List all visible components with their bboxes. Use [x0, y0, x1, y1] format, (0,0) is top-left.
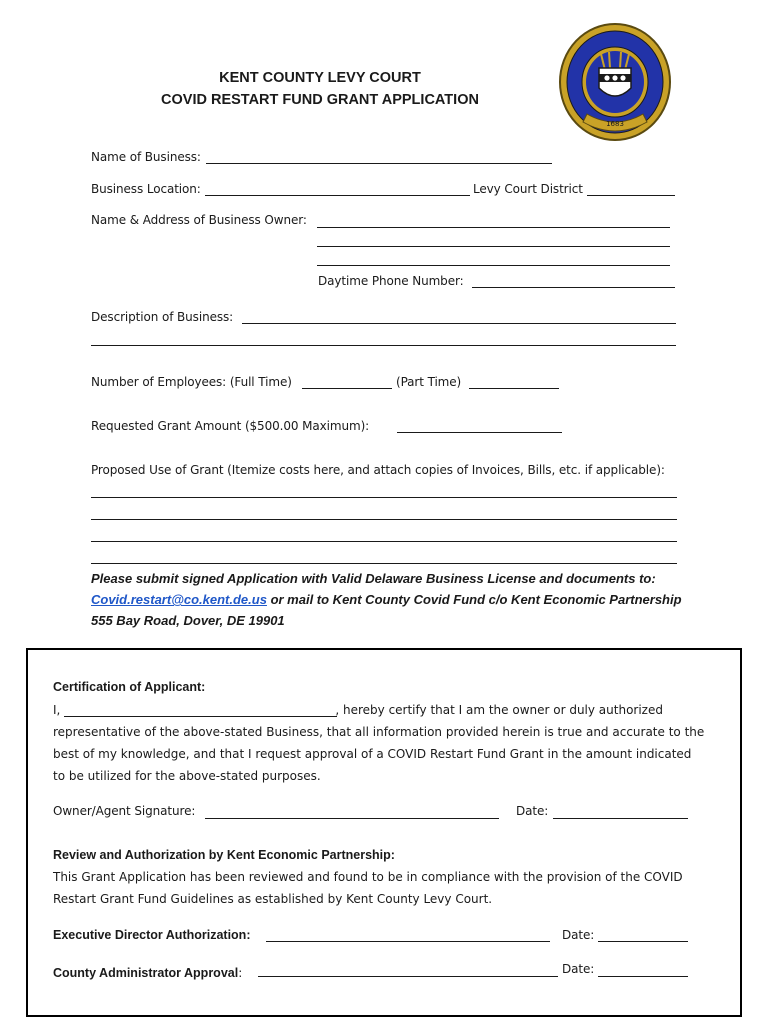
submission-instructions — [91, 568, 711, 631]
signature-label: Owner/Agent Signature: — [53, 804, 196, 818]
district-label: Levy Court District — [473, 182, 583, 196]
exec-director-label: Executive Director Authorization: — [53, 928, 251, 942]
county-admin-field[interactable] — [258, 976, 558, 977]
instructions-address: 555 Bay Road, Dover, DE 19901 — [91, 613, 285, 628]
title-line-2: COVID RESTART FUND GRANT APPLICATION — [161, 92, 479, 108]
county-seal-logo — [557, 18, 673, 144]
page-title — [120, 67, 520, 111]
proposed-use-line-4[interactable] — [91, 563, 677, 564]
grant-amount-field[interactable] — [397, 432, 562, 433]
email-link[interactable]: Covid.restart@co.kent.de.us — [91, 592, 267, 607]
owner-field-line-1[interactable] — [317, 227, 670, 228]
county-admin-label — [53, 962, 242, 981]
exec-date-field[interactable] — [598, 941, 688, 942]
owner-field-line-2[interactable] — [317, 246, 670, 247]
business-name-field[interactable] — [206, 163, 552, 164]
description-label: Description of Business: — [91, 310, 234, 324]
i-label: I, — [53, 703, 61, 717]
signature-date-field[interactable] — [553, 818, 688, 819]
business-name-label: Name of Business: — [91, 150, 201, 164]
admin-date-field[interactable] — [598, 976, 688, 977]
review-line-1: This Grant Application has been reviewed and found to be in compliance with the provision of the COVID — [53, 870, 683, 884]
certification-line-1 — [53, 699, 733, 721]
instructions-line-2 — [91, 589, 711, 610]
phone-field[interactable] — [472, 287, 675, 288]
certification-line-4: to be utilized for the above-stated purposes. — [53, 769, 321, 783]
owner-label: Name & Address of Business Owner: — [91, 213, 307, 227]
exec-director-field[interactable] — [266, 941, 550, 942]
description-field-line-1[interactable] — [242, 323, 676, 324]
certification-text — [53, 699, 733, 787]
phone-label: Daytime Phone Number: — [318, 274, 464, 288]
proposed-use-label: Proposed Use of Grant (Itemize costs here, and attach copies of Invoices, Bills, etc. if applicable): — [91, 463, 665, 477]
review-heading: Review and Authorization by Kent Economic Partnership: — [53, 848, 395, 862]
title-line-1: KENT COUNTY LEVY COURT — [219, 70, 421, 86]
review-line-2: Restart Grant Fund Guidelines as established by Kent County Levy Court. — [53, 892, 493, 906]
county-admin-text: County Administrator Approval — [53, 966, 239, 980]
full-time-field[interactable] — [302, 388, 392, 389]
certification-line-3: best of my knowledge, and that I request approval of a COVID Restart Fund Grant in the amount indicated — [53, 747, 692, 761]
certify-text: , hereby certify that I am the owner or duly authorized — [335, 703, 663, 717]
business-location-label: Business Location: — [91, 182, 201, 196]
review-text — [53, 866, 733, 910]
owner-field-line-3[interactable] — [317, 265, 670, 266]
description-field-line-2[interactable] — [91, 345, 676, 346]
business-location-field[interactable] — [205, 195, 470, 196]
district-field[interactable] — [587, 195, 675, 196]
seal-year: 1683 — [606, 120, 624, 128]
certification-heading: Certification of Applicant: — [53, 680, 206, 694]
signature-date-label: Date: — [516, 804, 549, 818]
instructions-mail-text: or mail to Kent County Covid Fund c/o Kent Economic Partnership — [266, 592, 682, 607]
grant-amount-label: Requested Grant Amount ($500.00 Maximum): — [91, 419, 370, 433]
applicant-name-field[interactable] — [64, 716, 337, 717]
county-admin-colon: : — [238, 966, 243, 980]
proposed-use-line-2[interactable] — [91, 519, 677, 520]
proposed-use-line-1[interactable] — [91, 497, 677, 498]
admin-date-label: Date: — [562, 962, 595, 976]
employees-label: Number of Employees: (Full Time) — [91, 375, 292, 389]
exec-date-label: Date: — [562, 928, 595, 942]
proposed-use-line-3[interactable] — [91, 541, 677, 542]
certification-line-2: representative of the above-stated Business, that all information provided herein is true and accurate to the — [53, 725, 705, 739]
instructions-line-1: Please submit signed Application with Valid Delaware Business License and documents to: — [91, 571, 656, 586]
part-time-label: (Part Time) — [396, 375, 462, 389]
signature-field[interactable] — [205, 818, 499, 819]
part-time-field[interactable] — [469, 388, 559, 389]
